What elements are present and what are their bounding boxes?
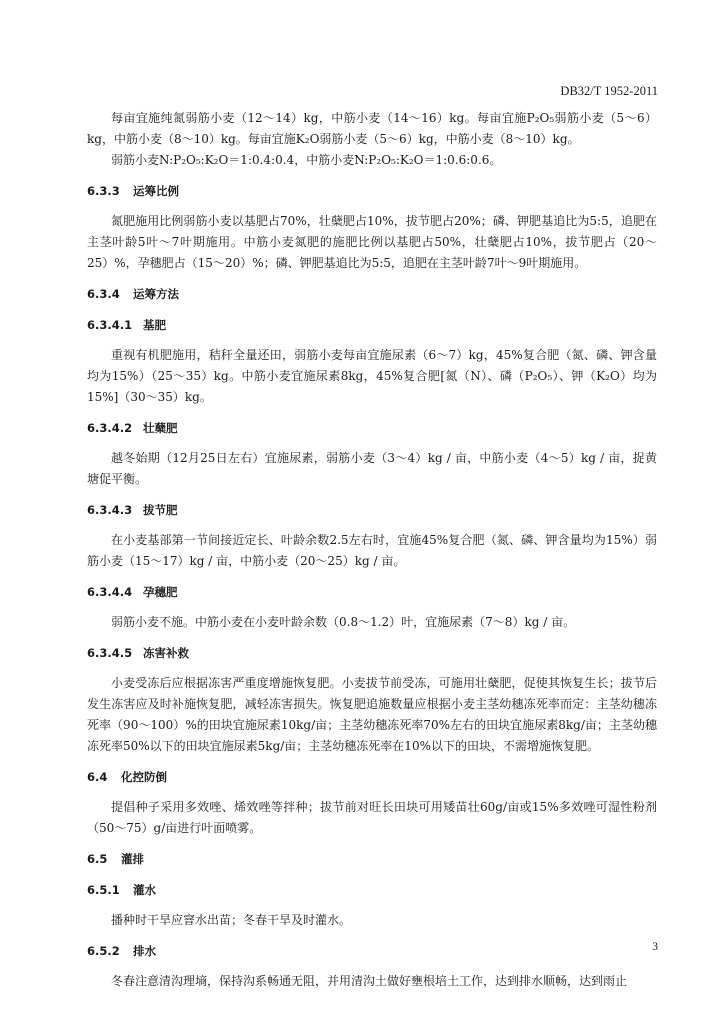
section-title: 运筹方法 bbox=[133, 287, 179, 301]
section-number: 6.3.3 bbox=[87, 184, 120, 198]
paragraph: 小麦受冻后应根据冻害严重度增施恢复肥。小麦拔节前受冻，可施用壮蘖肥，促使其恢复生长；拔节后发生冻害应及时补施恢复肥，减轻冻害损失。恢复肥追施数量应根据小麦主茎幼穗冻死率而定：主茎幼穗冻死率（90～100）%的田块宜施尿素10kg/亩；主茎幼穗冻死率70%左右的田块宜施尿素8kg/亩；主茎幼穗冻死率50%以下的田块宜施尿素5kg/亩；主茎幼穗冻死率在10%以下的田块，不需增施恢复肥。 bbox=[87, 676, 657, 753]
paragraph: 每亩宜施纯氮弱筋小麦（12～14）kg，中筋小麦（14～16）kg。每亩宜施P₂O₅弱筋小麦（5～6）kg，中筋小麦（8～10）kg。每亩宜施K₂O弱筋小麦（5～6）kg，中筋小麦（8～10）kg。 bbox=[87, 111, 657, 146]
paragraph: 弱筋小麦N:P₂O₅:K₂O＝1:0.4:0.4，中筋小麦N:P₂O₅:K₂O＝1:0.6:0.6。 bbox=[111, 153, 502, 167]
section-heading bbox=[87, 180, 657, 202]
section-title: 灌水 bbox=[133, 883, 156, 897]
section-title: 运筹比例 bbox=[133, 184, 179, 198]
section-heading bbox=[87, 879, 657, 901]
section-title: 灌排 bbox=[121, 852, 144, 866]
section-heading bbox=[87, 766, 657, 788]
section-number: 6.3.4.5 bbox=[87, 646, 133, 660]
paragraph: 播种时干旱应窨水出苗；冬春干旱及时灌水。 bbox=[111, 913, 352, 927]
section-heading bbox=[87, 940, 657, 962]
paragraph: 在小麦基部第一节间接近定长、叶龄余数2.5左右时，宜施45%复合肥（氮、磷、钾含量均为15%）弱筋小麦（15～17）kg / 亩，中筋小麦（20～25）kg / 亩。 bbox=[87, 533, 657, 568]
section-title: 冻害补救 bbox=[143, 646, 189, 660]
section-number: 6.5 bbox=[87, 852, 108, 866]
section-number: 6.3.4.3 bbox=[87, 503, 133, 517]
section-heading bbox=[87, 499, 657, 521]
section-title: 拔节肥 bbox=[143, 503, 178, 517]
section-number: 6.3.4 bbox=[87, 287, 120, 301]
paragraph: 提倡种子采用多效唑、烯效唑等拌种；拔节前对旺长田块可用矮苗壮60g/亩或15%多效唑可湿性粉剂（50～75）g/亩进行叶面喷雾。 bbox=[87, 800, 657, 835]
section-number: 6.3.4.4 bbox=[87, 585, 133, 599]
section-number: 6.3.4.2 bbox=[87, 421, 133, 435]
page-number: 3 bbox=[652, 941, 658, 953]
section-number: 6.5.2 bbox=[87, 944, 120, 958]
section-heading bbox=[87, 581, 657, 603]
document-code: DB32/T 1952-2011 bbox=[560, 84, 658, 98]
section-heading bbox=[87, 848, 657, 870]
paragraph: 氮肥施用比例弱筋小麦以基肥占70%，壮蘖肥占10%，拔节肥占20%；磷、钾肥基追比为5:5，追肥在主茎叶龄5叶～7叶期施用。中筋小麦氮肥的施肥比例以基肥占50%，壮蘖肥占10%，拔节肥占（20～25）%，孕穗肥占（15～20）%；磷、钾肥基追比为5:5，追肥在主茎叶龄7叶～9叶期施用。 bbox=[87, 214, 657, 270]
section-number: 6.4 bbox=[87, 770, 108, 784]
section-title: 排水 bbox=[133, 944, 156, 958]
paragraph: 越冬始期（12月25日左右）宜施尿素，弱筋小麦（3～4）kg / 亩，中筋小麦（4～5）kg / 亩，捉黄塘促平衡。 bbox=[87, 451, 657, 486]
paragraph: 弱筋小麦不施。中筋小麦在小麦叶龄余数（0.8～1.2）叶，宜施尿素（7～8）kg / 亩。 bbox=[111, 615, 576, 629]
section-heading bbox=[87, 283, 657, 305]
paragraph: 重视有机肥施用，秸秆全量还田，弱筋小麦每亩宜施尿素（6～7）kg，45%复合肥（氮、磷、钾含量均为15%）（25～35）kg。中筋小麦宜施尿素8kg，45%复合肥[氮（N）、磷（P₂O₅）、钾（K₂O）均为15%]（30～35）kg。 bbox=[87, 348, 657, 404]
section-title: 基肥 bbox=[143, 318, 166, 332]
document-body bbox=[87, 108, 657, 992]
section-title: 化控防倒 bbox=[121, 770, 167, 784]
section-heading bbox=[87, 314, 657, 336]
section-heading bbox=[87, 642, 657, 664]
section-title: 壮蘖肥 bbox=[143, 421, 178, 435]
section-title: 孕穗肥 bbox=[143, 585, 178, 599]
paragraph: 冬春注意清沟理墒，保持沟系畅通无阻，并用清沟土做好壅根培土工作，达到排水顺畅，达到雨止 bbox=[111, 974, 628, 988]
section-number: 6.3.4.1 bbox=[87, 318, 133, 332]
section-number: 6.5.1 bbox=[87, 883, 120, 897]
section-heading bbox=[87, 417, 657, 439]
